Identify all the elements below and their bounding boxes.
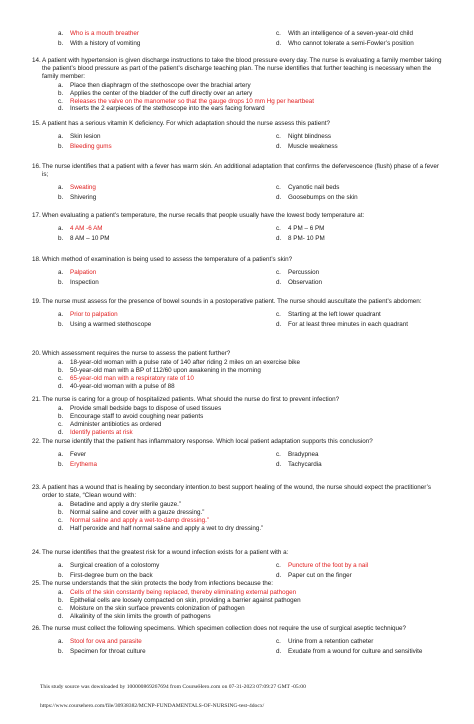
question-number: 25. (32, 580, 41, 587)
option-d: d. Who cannot tolerate a semi-Fowler’s position (276, 40, 414, 47)
option-text: Specimen for throat culture (70, 647, 146, 655)
option-c (276, 269, 319, 277)
option-letter: c. (58, 374, 63, 382)
question-21 (32, 396, 442, 437)
option-d (276, 143, 338, 151)
option-text: Night blindness (288, 132, 332, 140)
option-d (58, 105, 442, 113)
option-letter: c. (276, 224, 281, 232)
option-text: Exudate from a wound for culture and sensitivite (288, 647, 423, 655)
option-b (58, 413, 442, 421)
option-b (58, 321, 151, 329)
option-grid (58, 225, 442, 245)
question-18 (32, 256, 442, 289)
option-text: 8 PM- 10 PM (288, 234, 325, 242)
option-d (276, 321, 408, 329)
option-a (58, 311, 118, 319)
question-number: 15. (32, 120, 41, 127)
option-c (276, 225, 324, 233)
option-d (276, 194, 358, 202)
option-c (276, 562, 368, 570)
option-b (58, 572, 153, 580)
option-letter: c. (276, 637, 281, 645)
option-letter: a. (58, 81, 64, 89)
download-notice: This study source was downloaded by 100000869267694 from CourseHero.com on 07-31-2023 07:09:27 GMT -05:00 (40, 684, 306, 690)
option-letter: c. (58, 97, 63, 105)
question-number: 16. (32, 163, 41, 170)
option-grid (58, 638, 442, 658)
option-c (276, 638, 373, 646)
question-24 (32, 549, 442, 582)
option-text: Half peroxide and half normal saline and apply a wet to dry dressing.” (70, 524, 264, 532)
source-url: https://www.coursehero.com/file/30938382/MCNP-FUNDAMENTALS-OF-NURSING-test-4docx/ (40, 703, 265, 709)
option-text: Erythema (70, 460, 97, 468)
question-stem: The nurse identifies that a patient with a fever has warm skin. An additional adaptation that confirms the defervescence (flush) phase of a fever is; (42, 163, 439, 178)
option-text: Goosebumps on the skin (288, 193, 358, 201)
option-letter: b. (58, 460, 64, 468)
option-grid (58, 451, 442, 471)
question-number: 20. (32, 350, 41, 357)
option-letter: d. (58, 428, 64, 436)
option-a (58, 133, 100, 141)
option-b (58, 461, 97, 469)
option-c (276, 451, 318, 459)
option-letter: a. (58, 358, 64, 366)
option-text: First-degree burn on the back (70, 571, 153, 579)
option-text: Bradypnea (288, 450, 319, 458)
option-text: 4 AM -6 AM (70, 224, 103, 232)
option-letter: c. (276, 310, 281, 318)
question-20 (32, 350, 442, 391)
option-text: Percussion (288, 268, 320, 276)
question-23 (32, 484, 442, 532)
option-letter: a. (58, 500, 64, 508)
option-letter: a. (58, 132, 64, 140)
option-b (58, 235, 110, 243)
option-d (58, 613, 442, 621)
option-c (276, 184, 339, 192)
option-a (58, 501, 442, 509)
option-text: 40-year-old woman with a pulse of 88 (70, 382, 175, 390)
option-letter: a. (58, 310, 64, 318)
option-text: Shivering (70, 193, 97, 201)
question-22 (32, 438, 442, 471)
question-stem: The nurse understands that the skin protects the body from infections because the: (42, 580, 274, 587)
option-c (58, 98, 442, 106)
question-number: 18. (32, 256, 41, 263)
option-d (276, 648, 422, 656)
option-text: Cells of the skin constantly being replaced, thereby eliminating external pathogen (70, 588, 297, 596)
option-grid (58, 269, 442, 289)
option-letter: b. (58, 320, 64, 328)
option-letter: b. (58, 142, 64, 150)
option-c (58, 421, 442, 429)
option-letter: b. (58, 278, 64, 286)
option-text: Normal saline and cover with a gauze dressing.” (70, 508, 205, 516)
option-list (58, 359, 442, 391)
option-text: Sweating (70, 183, 96, 191)
option-text: Palpation (70, 268, 97, 276)
option-text: Releases the valve on the manometer so that the gauge drops 10 mm Hg per heartbeat (70, 97, 314, 105)
option-letter: c. (58, 516, 63, 524)
question-stem: The nurse must assess for the presence of bowel sounds in a postoperative patient. The nurse should auscultate the patient’s abdomen: (42, 298, 422, 305)
option-d (58, 383, 442, 391)
option-letter: b. (58, 647, 64, 655)
option-letter: c. (276, 268, 281, 276)
option-letter: b. (58, 596, 64, 604)
option-text: Epithelial cells are loosely compacted on skin, providing a barrier against pathogen (70, 596, 301, 604)
option-b (58, 194, 96, 202)
question-19 (32, 298, 442, 331)
option-b (58, 279, 99, 287)
option-grid (58, 184, 442, 204)
question-stem: The nurse identify that the patient has inflammatory response. Which local patient adaptation supports this conclusion? (42, 438, 373, 445)
option-list (58, 589, 442, 621)
option-d (276, 235, 325, 243)
option-letter: b. (58, 89, 64, 97)
option-text: Observation (288, 278, 322, 286)
option-letter: b. (58, 412, 64, 420)
option-letter: d. (276, 142, 282, 150)
option-d (58, 525, 442, 533)
option-text: 8 AM – 10 PM (70, 234, 110, 242)
option-b (58, 90, 442, 98)
question-number: 24. (32, 549, 41, 556)
option-a (58, 638, 142, 646)
option-c: c. With an intelligence of a seven-year-old child (276, 30, 413, 37)
option-letter: a. (58, 183, 64, 191)
option-b (58, 648, 146, 656)
option-grid (58, 133, 442, 153)
option-letter: d. (58, 524, 64, 532)
option-a (58, 451, 86, 459)
option-letter: d. (276, 460, 282, 468)
question-stem: When evaluating a patient’s temperature, the nurse recalls that people usually have the lowest body temperature at: (42, 212, 365, 219)
option-text: Betadine and apply a dry sterile gauze.” (70, 500, 181, 508)
option-c (276, 311, 381, 319)
option-b (58, 367, 442, 375)
option-text: Stool for ova and parasite (70, 637, 142, 645)
question-14 (32, 57, 442, 113)
option-b (58, 143, 112, 151)
option-a (58, 184, 96, 192)
option-text: Fever (70, 450, 87, 458)
option-d (58, 429, 442, 437)
option-letter: c. (276, 132, 281, 140)
option-letter: c. (276, 450, 281, 458)
option-letter: c. (58, 420, 63, 428)
question-26 (32, 625, 442, 658)
option-letter: c. (58, 604, 63, 612)
option-text: Moisture on the skin surface prevents colonization of pathogen (70, 604, 245, 612)
question-number: 14. (32, 57, 41, 64)
option-letter: d. (58, 382, 64, 390)
question-stem: A patient has a wound that is healing by secondary intention.to best support healing of the wound, the nurse should expect the practitioner’s order to state, “Clean wound with: (42, 484, 432, 499)
option-letter: a. (58, 268, 64, 276)
question-number: 21. (32, 396, 41, 403)
option-text: 18-year-old woman with a pulse rate of 140 after riding 2 miles on an exercise bike (70, 358, 300, 366)
question-16 (32, 163, 442, 204)
option-c (58, 375, 442, 383)
option-letter: b. (58, 193, 64, 201)
option-a: a. Who is a mouth breather (58, 30, 139, 37)
option-d (276, 279, 322, 287)
option-a (58, 225, 103, 233)
option-grid (58, 562, 442, 582)
question-number: 19. (32, 298, 41, 305)
question-number: 22. (32, 438, 41, 445)
question-17 (32, 212, 442, 245)
option-text: Urine from a retention catheter (288, 637, 374, 645)
question-number: 17. (32, 212, 41, 219)
option-letter: a. (58, 404, 64, 412)
option-text: Bleeding gums (70, 142, 112, 150)
question-stem: Which assessment requires the nurse to assess the patient further? (42, 350, 231, 357)
option-text: Prior to palpation (70, 310, 118, 318)
option-text: Skin lesion (70, 132, 101, 140)
option-text: 4 PM – 6 PM (288, 224, 325, 232)
option-text: Inspection (70, 278, 99, 286)
option-a (58, 589, 442, 597)
option-text: Administer antibiotics as ordered (70, 420, 162, 428)
option-d (276, 461, 322, 469)
option-text: Inserts the 2 earpieces of the stethoscope into the ears facing forward (70, 105, 265, 113)
option-letter: a. (58, 561, 64, 569)
option-d (276, 572, 352, 580)
top-options (32, 30, 452, 50)
option-a (58, 562, 159, 570)
question-stem: Which method of examination is being used to assess the temperature of a patient’s skin? (42, 256, 293, 263)
question-stem: The nurse must collect the following specimens. Which specimen collection does not require the use of surgical aseptic technique? (42, 625, 407, 632)
option-text: Alkalinity of the skin limits the growth of pathogens (70, 612, 211, 620)
option-a (58, 405, 442, 413)
question-number: 26. (32, 625, 41, 632)
option-letter: d. (276, 647, 282, 655)
option-letter: a. (58, 450, 64, 458)
option-letter: a. (58, 637, 64, 645)
option-letter: d. (276, 234, 282, 242)
option-letter: d. (58, 105, 64, 113)
option-b (58, 597, 442, 605)
option-letter: d. (276, 320, 282, 328)
option-c (58, 517, 442, 525)
option-letter: b. (58, 571, 64, 579)
option-text: Starting at the left lower quadrant (288, 310, 381, 318)
question-stem: A patient with hypertension is given discharge instructions to take the blood pressure every day. The nurse is evaluating a family member taking the patient’s blood pressure as part of the patient’s discharge teaching plan. The nurse identifies that further teaching is necessary when the family member: (42, 57, 442, 80)
option-letter: c. (276, 561, 281, 569)
option-b: b. With a history of vomiting (58, 40, 141, 47)
option-text: Place then diaphragm of the stethoscope over the brachial artery (70, 81, 251, 89)
option-letter: d. (276, 193, 282, 201)
option-text: Surgical creation of a colostomy (70, 561, 160, 569)
option-letter: a. (58, 588, 64, 596)
option-a (58, 82, 442, 90)
option-letter: d. (276, 278, 282, 286)
option-list (58, 501, 442, 533)
option-text: Tachycardia (288, 460, 322, 468)
option-text: Encourage staff to avoid coughing near patients (70, 412, 204, 420)
option-text: Paper cut on the finger (288, 571, 352, 579)
option-b (58, 509, 442, 517)
option-c (276, 133, 331, 141)
option-letter: b. (58, 366, 64, 374)
option-letter: d. (276, 571, 282, 579)
option-text: Muscle weakness (288, 142, 338, 150)
option-c (58, 605, 442, 613)
option-text: For at least three minutes in each quadrant (288, 320, 409, 328)
option-text: Puncture of the foot by a nail (288, 561, 369, 569)
question-number: 23. (32, 484, 41, 491)
option-letter: a. (58, 224, 64, 232)
option-a (58, 269, 96, 277)
question-25 (32, 580, 442, 621)
option-text: Provide small bedside bags to dispose of used tissues (70, 404, 222, 412)
question-stem: The nurse is caring for a group of hospitalized patients. What should the nurse do first to prevent infection? (42, 396, 340, 403)
option-text: Cyanotic nail beds (288, 183, 340, 191)
option-letter: d. (58, 612, 64, 620)
option-text: Normal saline and apply a wet-to-damp dressing.” (70, 516, 209, 524)
option-letter: b. (58, 508, 64, 516)
option-text: Identify patients at risk (70, 428, 133, 436)
option-grid (58, 311, 442, 331)
question-stem: A patient has a serious vitamin K deficiency. For which adaptation should the nurse assess this patient? (42, 120, 330, 127)
question-15 (32, 120, 442, 153)
option-text: 50-year-old man with a BP of 112/60 upon awakening in the morning (70, 366, 261, 374)
option-a (58, 359, 442, 367)
option-letter: b. (58, 234, 64, 242)
option-text: 65-year-old man with a respiratory rate of 10 (70, 374, 194, 382)
question-stem: The nurse identifies that the greatest risk for a wound infection exists for a patient with a: (42, 549, 289, 556)
option-list (58, 405, 442, 437)
option-text: Applies the center of the bladder of the cuff directly over an artery (70, 89, 253, 97)
option-list (58, 82, 442, 114)
option-letter: c. (276, 183, 281, 191)
option-text: Using a warmed stethoscope (70, 320, 152, 328)
